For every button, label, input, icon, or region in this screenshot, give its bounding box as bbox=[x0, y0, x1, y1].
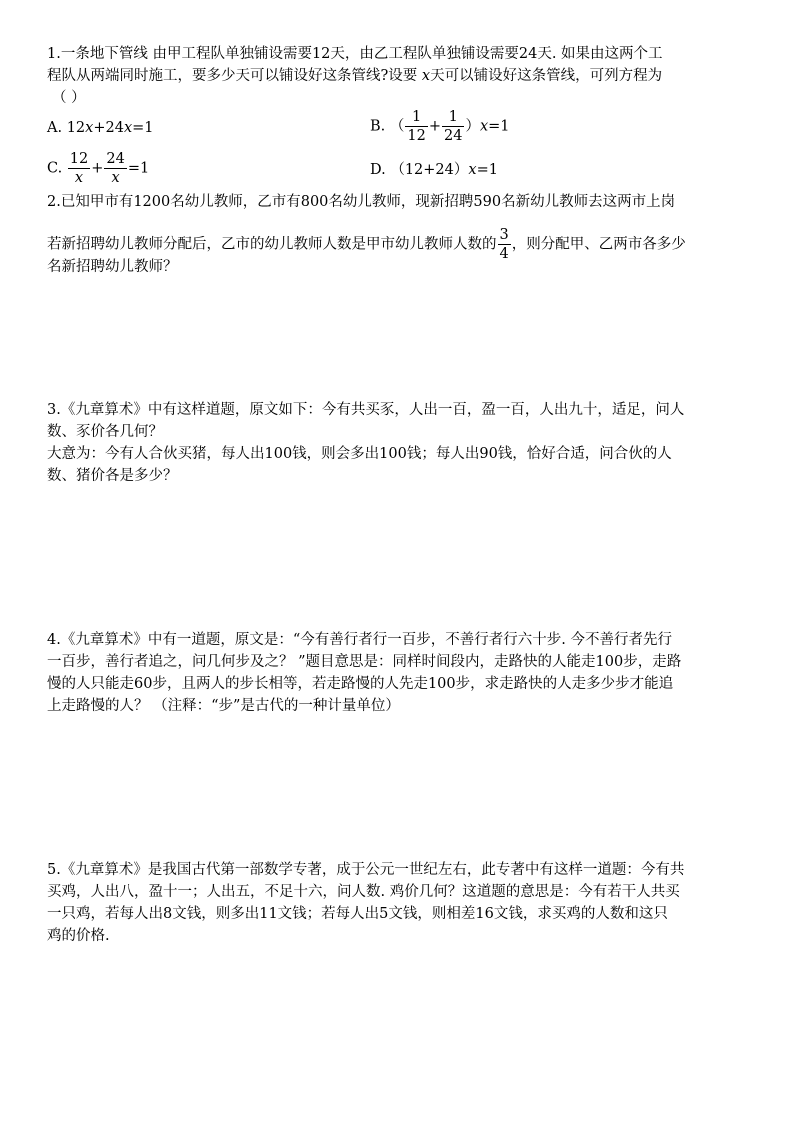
q1-option-c-label: C. bbox=[47, 160, 67, 177]
q5-line-3: 一只鸡，若每人出8文钱，则多出11文钱；若每人出5文钱，则相差16文钱，求买鸡的人数和这只 bbox=[47, 906, 668, 922]
q1-option-b-fraction-1 bbox=[405, 108, 427, 145]
q3-line-1: 3.《九章算术》中有这样道题，原文如下：今有共买豕，人出一百，盈一百，人出九十，适足，问人 bbox=[47, 402, 685, 418]
q1-option-a-end: =1 bbox=[132, 120, 154, 136]
q1-option-d[interactable] bbox=[370, 160, 498, 180]
q1-option-b[interactable] bbox=[370, 108, 510, 145]
fraction-denominator: 24 bbox=[443, 128, 463, 144]
q1-option-c[interactable] bbox=[47, 150, 149, 187]
q1-option-b-plus: + bbox=[428, 118, 441, 135]
q1-line-2-a: 程队从两端同时施工，要多少天可以铺设好这条管线?设要 bbox=[47, 68, 422, 84]
q1-option-d-term: （12+24） bbox=[390, 162, 469, 178]
q1-option-d-x: x bbox=[468, 162, 477, 178]
q2-fraction bbox=[498, 226, 511, 263]
q1-option-a-term2: +24 bbox=[93, 120, 124, 136]
q2-line-2-a: 若新招聘幼儿教师分配后，乙市的幼儿教师人数是甲市幼儿教师人数的 bbox=[47, 236, 497, 253]
q1-option-a-label: A. bbox=[47, 120, 67, 136]
fraction-numerator: 12 bbox=[69, 151, 89, 167]
q5-line-1: 5.《九章算术》是我国古代第一部数学专著，成于公元一世纪左右，此专著中有这样一道题：今有共 bbox=[47, 862, 685, 878]
q1-answer-blank: （ ） bbox=[52, 90, 86, 106]
fraction-denominator: 4 bbox=[499, 246, 509, 262]
q5-line-2: 买鸡，人出八，盈十一；人出五，不足十六，问人数. 鸡价几何？这道题的意思是：今有若干人共买 bbox=[47, 884, 680, 900]
q1-option-c-plus: + bbox=[91, 160, 104, 177]
fraction-numerator: 1 bbox=[442, 108, 464, 127]
q1-option-b-close: ） bbox=[465, 118, 480, 135]
q4-line-3: 慢的人只能走60步，且两人的步长相等，若走路慢的人先走100步，求走路快的人走多少步才能追 bbox=[47, 676, 674, 692]
q3-line-2: 数、豕价各几何？ bbox=[47, 424, 163, 440]
fraction-numerator: 1 bbox=[405, 108, 427, 127]
q1-var-x: x bbox=[421, 68, 431, 84]
q2-line-1: 2.已知甲市有1200名幼儿教师，乙市有800名幼儿教师，现新招聘590名新幼儿教师去这两市上岗 bbox=[47, 194, 676, 210]
q1-line-1: 1.一条地下管线 由甲工程队单独铺设需要12天，由乙工程队单独铺设需要24天. 如果由这两个工 bbox=[47, 46, 663, 62]
q1-option-d-label: D. bbox=[370, 162, 391, 178]
fraction-denominator: 12 bbox=[407, 128, 426, 144]
q4-line-4: 上走路慢的人？ （注释：“步”是古代的一种计量单位） bbox=[47, 698, 400, 714]
q1-option-c-fraction-1 bbox=[68, 150, 90, 187]
q1-option-c-end: =1 bbox=[127, 160, 150, 177]
q1-option-b-label: B. bbox=[370, 118, 390, 135]
q1-option-c-fraction-2 bbox=[104, 150, 126, 187]
q4-line-1: 4.《九章算术》中有一道题，原文是：“今有善行者行一百步，不善行者行六十步. 今不善行者先行 bbox=[47, 632, 672, 648]
q1-option-b-open: （ bbox=[389, 118, 405, 135]
q1-option-a[interactable] bbox=[47, 118, 154, 138]
q5-line-4: 鸡的价格. bbox=[47, 928, 110, 944]
q1-line-2 bbox=[47, 66, 662, 86]
q1-option-a-x2: x bbox=[123, 120, 133, 136]
q3-line-3: 大意为：今有人合伙买猪，每人出100钱，则会多出100钱；每人出90钱，恰好合适，问合伙的人 bbox=[47, 446, 672, 462]
q1-option-b-end: =1 bbox=[488, 118, 510, 135]
q1-option-d-end: =1 bbox=[476, 162, 498, 178]
q1-option-a-term1: 12 bbox=[66, 120, 86, 136]
fraction-numerator: 24 bbox=[106, 151, 125, 167]
q2-line-2-b: ，则分配甲、乙两市各多少 bbox=[511, 236, 686, 253]
fraction-denominator: x bbox=[111, 170, 120, 186]
q4-line-2: 一百步，善行者追之，问几何步及之？ ”题目意思是：同样时间段内，走路快的人能走100步，走路 bbox=[47, 654, 682, 670]
q1-line-2-b: 天可以铺设好这条管线，可列方程为 bbox=[430, 68, 663, 84]
fraction-denominator: x bbox=[74, 170, 84, 186]
q1-option-b-fraction-2 bbox=[442, 108, 464, 145]
q1-option-b-x: x bbox=[479, 118, 489, 135]
q3-line-4: 数、猪价各是多少？ bbox=[47, 468, 178, 484]
fraction-numerator: 3 bbox=[499, 227, 509, 243]
q2-line-3: 名新招聘幼儿教师？ bbox=[47, 259, 178, 275]
q1-option-a-x1: x bbox=[85, 120, 94, 136]
